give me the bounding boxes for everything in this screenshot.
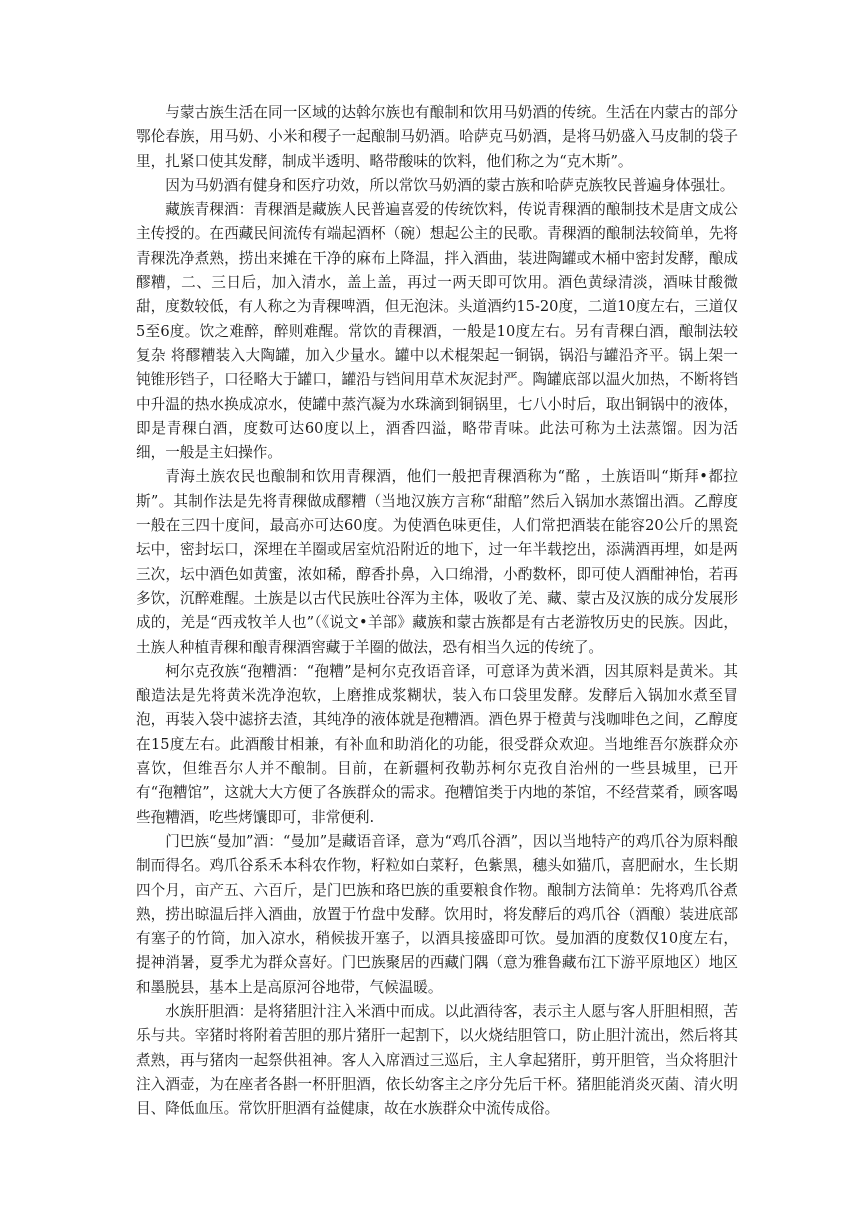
paragraph-kumis-health: 因为马奶酒有健身和医疗功效，所以常饮马奶酒的蒙古族和哈萨克族牧民普遍身体强壮。 xyxy=(165,176,735,194)
paragraph-kirgiz-paozao-wine: 柯尔克孜族“孢糟酒：“孢糟”是柯尔克孜语音译，可意译为黄米酒，因其原料是黄米。其酿造法是先将黄米洗净泡软，上磨推成浆糊状，装入布口袋里发酵。发酵后入锅加水煮至冒泡，再装入袋中滤挤去渣，其纯净的液体就是孢糟酒。酒色界于橙黄与浅咖啡色之间，乙醇度在15度左右。此酒酸甘相兼，有补血和助消化的功能，很受群众欢迎。当地维吾尔族群众亦喜饮，但维吾尔人并不酿制。目前，在新疆柯孜勒苏柯尔克孜自治州的一些县城里，已开有“孢糟馆”，这就大大方便了各族群众的需求。孢糟馆类于内地的茶馆，不经营菜肴，顾客喝些孢糟酒，吃些烤馕即可，非常便利. xyxy=(136,662,738,826)
paragraph-tibetan-barley-wine: 藏族青稞酒：青稞酒是藏族人民普遍喜爱的传统饮料，传说青稞酒的酿制技术是唐文成公主传授的。在西藏民间流传有端起酒杯（碗）想起公主的民歌。青稞酒的酿制法较简单，先将青稞洗净煮熟，捞出来摊在干净的麻布上降温，拌入酒曲，装进陶罐或木桶中密封发酵，酿成醪糟，二、三日后，加入清水，盖上盖，再过一两天即可饮用。酒色黄绿清淡，酒味甘酸微甜，度数较低，有人称之为青稞啤酒，但无泡沫。头道酒约15-20度，二道10度左右，三道仅5至6度。饮之难醉，醉则难醒。常饮的青稞酒，一般是10度左右。另有青稞白酒，酿制法较复杂 将醪糟装入大陶罐，加入少量水。罐中以术棍架起一铜锅，锅沿与罐沿齐平。锅上架一钝锥形铛子，口径略大于罐口，罐沿与铛间用草术灰泥封严。陶罐底部以温火加热，不断将铛中升温的热水换成凉水，使罐中蒸汽凝为水珠滴到铜锅里，七八小时后，取出铜锅中的液体，即是青稞白酒，度数可达60度以上，酒香四溢，略带青味。此法可称为土法蒸馏。因为活细，一般是主妇操作。 xyxy=(136,201,738,462)
document-body xyxy=(136,101,738,1121)
paragraph-mongol-daur-kazakh-kumis: 与蒙古族生活在同一区域的达斡尔族也有酿制和饮用马奶酒的传统。生活在内蒙古的部分鄂伦春族，用马奶、小米和稷子一起酿制马奶酒。哈萨克马奶酒，是将马奶盛入马皮制的袋子里，扎紧口使其发酵，制成半透明、略带酸味的饮料，他们称之为“克木斯”。 xyxy=(136,104,738,170)
paragraph-monba-manjia-wine: 门巴族“曼加”酒：“曼加”是藏语音译，意为“鸡爪谷酒”，因以当地特产的鸡爪谷为原料酿制而得名。鸡爪谷系禾本科农作物，籽粒如白菜籽，色紫黑，穗头如猫爪，喜肥耐水，生长期四个月，亩产五、六百斤，是门巴族和珞巴族的重要粮食作物。酿制方法简单：先将鸡爪谷煮熟，捞出晾温后拌入酒曲，放置于竹盘中发酵。饮用时，将发酵后的鸡爪谷（酒酿）装进底部有塞子的竹筒，加入凉水，稍候拔开塞子，以酒具接盛即可饮。曼加酒的度数仅10度左右，提神消暑，夏季尤为群众喜好。门巴族聚居的西藏门隅（意为雅鲁藏布江下游平原地区）地区和墨脱县，基本上是高原河谷地带，气候温暖。 xyxy=(136,832,738,996)
paragraph-tu-barley-wine: 青海土族农民也酿制和饮用青稞酒，他们一般把青稞酒称为“酩 ，土族语叫“斯拜•都拉斯”。其制作法是先将青稞做成醪糟（当地汉族方言称“甜醅”然后入锅加水蒸馏出酒。乙醇度一般在三四十度间，最高亦可达60度。为使酒色味更佳，人们常把酒装在能容20公斤的黑瓷坛中，密封坛口，深埋在羊圈或居室炕沿附近的地下，过一年半载挖出，添满酒再埋，如是两三次，坛中酒色如黄蜜，浓如稀，醇香扑鼻，入口绵滑，小酌数杯，即可使人酒酣神怡，若再多饮，沉醉难醒。土族是以古代民族吐谷浑为主体，吸收了羌、藏、蒙古及汉族的成分发展形成的，羌是“西戎牧羊人也”（《说文•羊部》藏族和蒙古族都是有古老游牧历史的民族。因此，土族人种植青稞和酿青稞酒窖藏于羊圈的做法，恐有相当久远的传统了。 xyxy=(136,468,738,656)
paragraph-shui-gall-wine: 水族肝胆酒：是将猪胆汁注入米酒中而成。以此酒待客，表示主人愿与客人肝胆相照，苦乐与共。宰猪时将附着苦胆的那片猪肝一起割下，以火烧结胆管口，防止胆汁流出，然后将其煮熟，再与猪肉一起祭供祖神。客人入席酒过三巡后，主人拿起猪肝，剪开胆管，当众将胆汁注入酒壶，为在座者各斟一杯肝胆酒，依长幼客主之序分先后干杯。猪胆能消炎灭菌、清火明目、降低血压。常饮肝胆酒有益健康，故在水族群众中流传成俗。 xyxy=(136,1002,738,1118)
